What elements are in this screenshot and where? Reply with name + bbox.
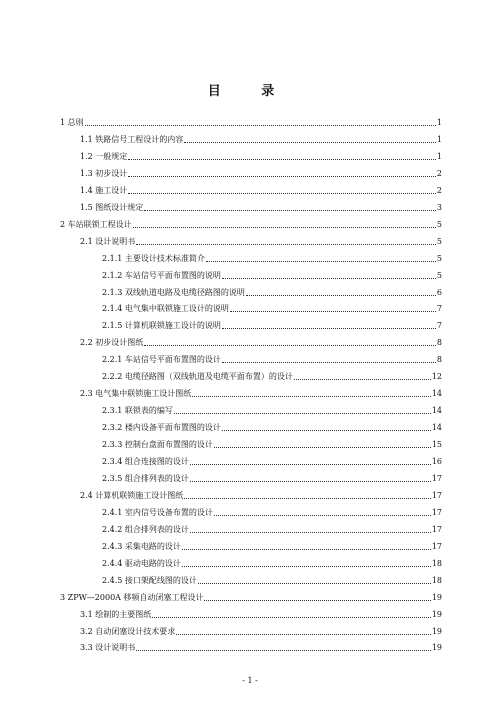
toc-entry-page: 17 (431, 507, 442, 517)
toc-entry-label: 1.4 施工设计 (80, 185, 128, 195)
toc-entry-label: 2.2.2 电缆径路图（双线轨道及电缆平面布置）的设计 (102, 372, 293, 382)
toc-entry[interactable] (80, 131, 442, 145)
toc-entry-label: 2.1.4 电气集中联锁施工设计的说明 (102, 304, 229, 314)
toc-entry-page: 5 (436, 253, 442, 263)
dot-leader (133, 227, 436, 228)
toc-entry-page: 8 (436, 338, 442, 348)
dot-leader (176, 634, 431, 635)
dot-leader (144, 210, 436, 211)
toc-entry[interactable] (60, 216, 442, 230)
toc-entry[interactable] (80, 165, 442, 179)
dot-leader (85, 125, 436, 126)
toc-entry[interactable] (102, 436, 442, 450)
dot-leader (294, 379, 431, 380)
toc-entry-label: 1.5 图纸设计规定 (80, 202, 144, 212)
toc-entry[interactable] (102, 250, 442, 264)
dot-leader (230, 311, 436, 312)
dot-leader (136, 650, 431, 651)
toc-entry-label: 2.1.1 主要设计技术标准简介 (102, 253, 205, 263)
toc-entry-page: 2 (436, 185, 442, 195)
toc-entry-page: 19 (431, 609, 442, 619)
toc-entry-page: 8 (436, 355, 442, 365)
toc-entry-label: 2.4.2 组合排列表的设计 (102, 524, 189, 534)
dot-leader (144, 345, 436, 346)
dot-leader (182, 549, 431, 550)
toc-entry[interactable] (102, 402, 442, 416)
dot-leader (222, 430, 431, 431)
toc-entry[interactable] (60, 589, 442, 603)
toc-entry-page: 16 (431, 457, 442, 466)
toc-entry-page: 18 (431, 558, 442, 568)
toc-entry-page: 7 (436, 321, 442, 331)
toc-entry[interactable] (80, 199, 442, 213)
toc-entry[interactable] (102, 300, 442, 314)
toc-entry-label: 2.3.2 楼内设备平面布置图的设计 (102, 423, 221, 433)
toc-entry-label: 2.3.3 控制台盘面布置图的设计 (102, 440, 213, 450)
dot-leader (190, 481, 431, 482)
toc-entry-label: 2.4.4 驱动电路的设计 (102, 558, 181, 568)
dot-leader (204, 600, 430, 601)
toc-entry-label: 1.1 铁路信号工程设计的内容 (80, 134, 184, 144)
dot-leader (128, 176, 436, 177)
dot-leader (192, 396, 431, 397)
toc-entry-label: 3 ZPW—2000A 移频自动闭塞工程设计 (60, 592, 204, 602)
toc-entry[interactable] (80, 233, 442, 247)
dot-leader (222, 362, 436, 363)
toc-entry-page: 18 (431, 575, 442, 585)
toc-entry-label: 1 总则 (60, 118, 84, 127)
toc-entry-label: 2.2.1 车站信号平面布置图的设计 (102, 355, 221, 365)
toc-entry-label: 2.2 初步设计图纸 (80, 338, 144, 348)
dot-leader (190, 532, 431, 533)
toc-entry-page: 6 (436, 287, 442, 297)
dot-leader (136, 244, 436, 245)
toc-entry-page: 19 (431, 626, 442, 636)
toc-entry-page: 1 (436, 118, 442, 127)
toc-entry-label: 2.3.5 组合排列表的设计 (102, 473, 189, 483)
toc-entry-page: 19 (431, 643, 442, 653)
toc-entry-page: 14 (431, 406, 442, 416)
toc-entry-page: 14 (431, 389, 442, 399)
toc-entry-label: 2.4.5 接口架配线图的设计 (102, 575, 197, 585)
page-number: - 1 - (242, 676, 258, 685)
toc-entry-label: 2.3.4 组合连接图的设计 (102, 457, 189, 466)
toc-entry[interactable] (80, 148, 442, 162)
dot-leader (222, 278, 436, 279)
dot-leader (190, 464, 431, 465)
toc-entry-label: 3.3 设计说明书 (80, 643, 136, 653)
toc-entry[interactable] (102, 267, 442, 281)
toc-entry[interactable] (102, 351, 442, 365)
dot-leader (184, 142, 436, 143)
dot-leader (222, 328, 436, 329)
toc-entry[interactable] (102, 504, 442, 518)
dot-leader (246, 295, 436, 296)
toc-entry-label: 2.1 设计说明书 (80, 236, 136, 246)
toc-entry-page: 3 (436, 202, 442, 212)
toc-entry-page: 7 (436, 304, 442, 314)
toc-entry[interactable] (80, 385, 442, 399)
toc-entry-label: 2.3.1 联锁表的编写 (102, 406, 173, 416)
toc-entry[interactable] (80, 182, 442, 196)
dot-leader (182, 566, 431, 567)
toc-entry-label: 2.4 计算机联锁施工设计图纸 (80, 490, 184, 500)
toc-entry[interactable] (102, 572, 442, 586)
toc-entry-page: 17 (431, 541, 442, 551)
toc-entry[interactable] (102, 470, 442, 484)
dot-leader (128, 193, 436, 194)
toc-entry-page: 19 (431, 592, 442, 602)
toc-entry[interactable] (80, 487, 442, 501)
toc-entry-page: 1 (436, 151, 442, 161)
toc-entry-label: 1.3 初步设计 (80, 168, 128, 178)
dot-leader (214, 447, 431, 448)
toc-entry[interactable] (102, 453, 442, 467)
toc-entry-page: 5 (436, 219, 442, 229)
toc-entry-label: 2.1.3 双线轨道电路及电缆径路图的说明 (102, 287, 245, 297)
toc-entry-page: 5 (436, 270, 442, 280)
toc-entry-label: 2.3 电气集中联锁施工设计图纸 (80, 389, 192, 399)
toc-entry-label: 3.2 自动闭塞设计技术要求 (80, 626, 176, 636)
toc-entry[interactable] (102, 419, 442, 433)
dot-leader (214, 515, 431, 516)
toc-entry-page: 5 (436, 236, 442, 246)
toc-entry-page: 15 (431, 440, 442, 450)
toc-entry[interactable] (102, 368, 442, 382)
toc-entry[interactable] (80, 606, 442, 620)
toc-entry-page: 1 (436, 134, 442, 144)
toc-entry-label: 1.2 一般规定 (80, 151, 128, 161)
toc-entry[interactable] (80, 623, 442, 637)
toc-entry-label: 3.1 绘制的主要图纸 (80, 609, 152, 619)
toc-entry-label: 2.1.5 计算机联锁施工设计的说明 (102, 321, 221, 331)
toc-entry-page: 17 (431, 473, 442, 483)
dot-leader (206, 261, 436, 262)
toc-entry-page: 12 (431, 372, 442, 382)
dot-leader (184, 498, 431, 499)
toc-entry[interactable] (102, 538, 442, 552)
toc-entry[interactable] (102, 317, 442, 331)
dot-leader (174, 413, 431, 414)
toc-entry-label: 2.4.3 采集电路的设计 (102, 541, 181, 551)
toc-entry-label: 2.1.2 车站信号平面布置图的说明 (102, 270, 221, 280)
toc-entry-page: 2 (436, 168, 442, 178)
dot-leader (152, 617, 431, 618)
toc-entry-label: 2 车站联锁工程设计 (60, 219, 132, 229)
dot-leader (128, 159, 436, 160)
toc-entry[interactable] (60, 114, 442, 128)
dot-leader (198, 583, 431, 584)
page-title: 目 录 (207, 84, 293, 99)
toc-entry[interactable] (102, 284, 442, 298)
toc-entry-label: 2.4.1 室内信号设备布置的设计 (102, 507, 213, 517)
toc-entry[interactable] (102, 555, 442, 569)
toc-entry-page: 14 (431, 423, 442, 433)
toc-entry-page: 17 (431, 524, 442, 534)
toc-entry-page: 17 (431, 490, 442, 500)
toc-entry[interactable] (102, 521, 442, 535)
toc-entry[interactable] (80, 334, 442, 348)
toc-entry[interactable] (80, 639, 442, 653)
